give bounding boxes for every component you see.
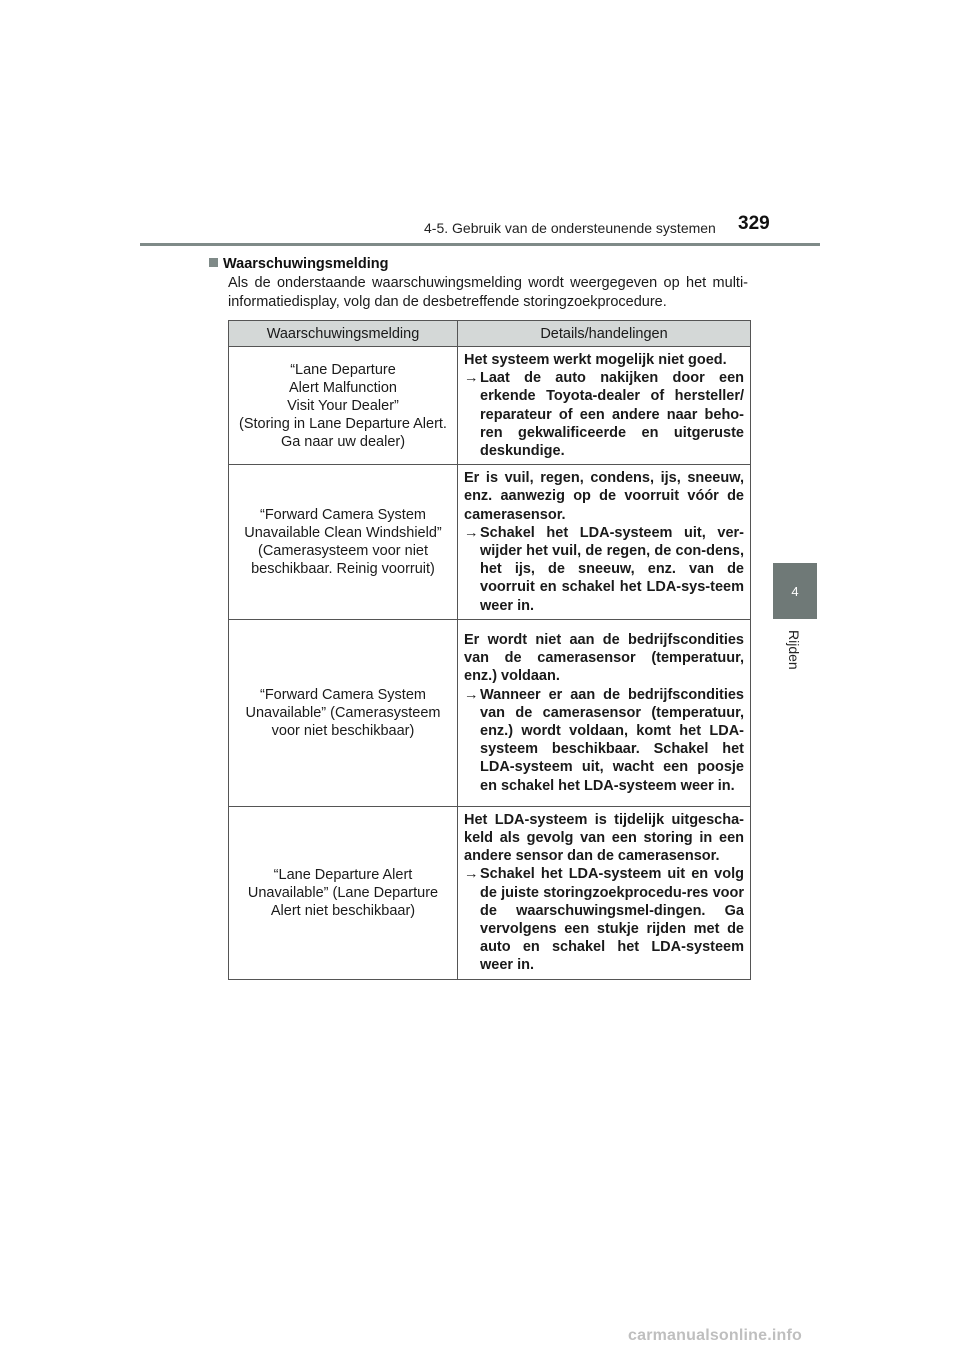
condition-text: Het systeem werkt mogelijk niet goed. <box>464 352 727 368</box>
header-rule <box>140 243 820 246</box>
condition-text: Er is vuil, regen, condens, ijs, sneeuw, enz. aanwezig op de voorruit vóór de camerasensor. <box>464 470 744 523</box>
column-header-message: Waarschuwingsmelding <box>229 321 458 347</box>
arrow-icon: → <box>464 524 479 541</box>
arrow-icon: → <box>464 686 479 703</box>
action-item <box>464 524 744 615</box>
section-title <box>209 256 388 272</box>
action-item <box>464 686 744 795</box>
warning-message: “Lane Departure Alert Malfunction Visit Your Dealer” (Storing in Lane Departure Alert. Ga naar uw dealer) <box>229 347 458 465</box>
condition-text: Het LDA-systeem is tijdelijk uitgescha-keld als gevolg van een storing in een andere sensor dan de camerasensor. <box>464 811 744 865</box>
action-text: Schakel het LDA-systeem uit, ver-wijder het vuil, de regen, de con-dens, het ijs, de sneeuw, enz. van de voorruit en schakel het LDA-sys-teem weer in. <box>480 524 744 614</box>
details-cell <box>458 806 751 979</box>
table-row <box>229 806 751 979</box>
action-item <box>464 865 744 974</box>
chapter-number: 4 <box>791 583 799 599</box>
table-header-row <box>229 321 751 347</box>
action-text: Laat de auto nakijken door een erkende Toyota-dealer of hersteller/ reparateur of een andere naar beho-ren gekwalificeerde en uitgeruste deskundige. <box>480 370 744 460</box>
section-title-text: Waarschuwingsmelding <box>223 256 389 272</box>
arrow-icon: → <box>464 866 479 883</box>
details-cell <box>458 465 751 620</box>
warning-message: “Forward Camera System Unavailable Clean Windshield” (Camerasysteem voor niet beschikbaar. Reinig voorruit) <box>229 465 458 620</box>
details-cell <box>458 619 751 806</box>
arrow-icon: → <box>464 370 479 387</box>
table-row <box>229 465 751 620</box>
warning-message: “Lane Departure Alert Unavailable” (Lane Departure Alert niet beschikbaar) <box>229 806 458 979</box>
action-text: Schakel het LDA-systeem uit en volg de juiste storingzoekprocedu-res voor de waarschuwingsmel-dingen. Ga vervolgens een stukje rijden met de auto en schakel het LDA-systeem weer in. <box>480 866 744 974</box>
condition-text: Er wordt niet aan de bedrijfscondities van de camerasensor (temperatuur, enz.) voldaan. <box>464 631 744 685</box>
table-row <box>229 347 751 465</box>
warning-table <box>228 320 751 980</box>
watermark: carmanualsonline.info <box>628 1327 803 1344</box>
action-item <box>464 369 744 460</box>
action-text: Wanneer er aan de bedrijfscondities van de camerasensor (temperatuur, enz.) wordt voldaan, komt het LDA-systeem beschikbaar. Schakel het LDA-systeem uit, wacht een poosje en schakel het LDA-systeem weer in. <box>480 686 744 794</box>
intro-paragraph: Als de onderstaande waarschuwingsmelding wordt weergegeven op het multi-informatiedisplay, volg dan de desbetreffende storingzoekprocedure. <box>228 275 748 310</box>
warning-message: “Forward Camera System Unavailable” (Camerasysteem voor niet beschikbaar) <box>229 619 458 806</box>
page-number: 329 <box>738 213 770 234</box>
header-section-title: 4-5. Gebruik van de ondersteunende systemen <box>424 220 716 236</box>
chapter-tab <box>773 563 817 619</box>
chapter-label: Rijden <box>786 630 802 670</box>
column-header-details: Details/handelingen <box>458 321 751 347</box>
square-bullet-icon <box>209 258 218 267</box>
table-row <box>229 619 751 806</box>
details-cell <box>458 347 751 465</box>
